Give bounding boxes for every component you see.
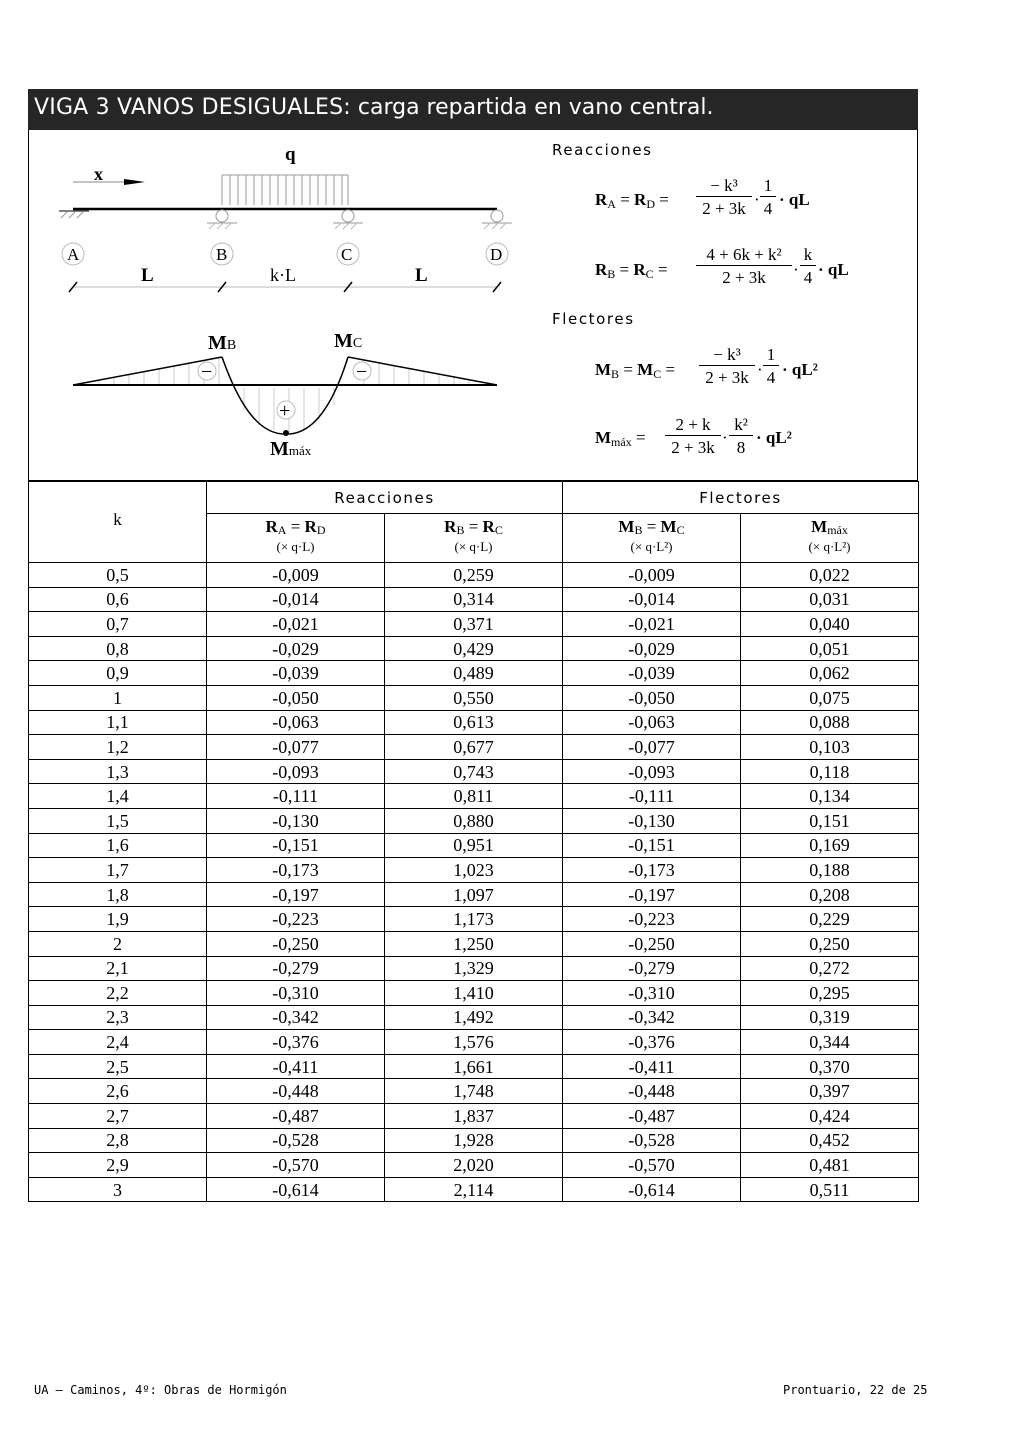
cell-rb: 1,748 xyxy=(385,1079,563,1104)
table-row xyxy=(29,1030,919,1055)
cell-ra: -0,197 xyxy=(207,882,385,907)
cell-k: 1 xyxy=(29,685,207,710)
cell-mmax: 0,344 xyxy=(741,1030,919,1055)
cell-mb: -0,151 xyxy=(563,833,741,858)
table-row xyxy=(29,808,919,833)
cell-k: 2 xyxy=(29,931,207,956)
neg-sign-right: − xyxy=(356,361,368,383)
reactions-group-header: Reacciones xyxy=(207,482,563,514)
table-row xyxy=(29,931,919,956)
cell-ra: -0,487 xyxy=(207,1104,385,1129)
cell-rb: 1,492 xyxy=(385,1005,563,1030)
formula-mb-lhs: $M_B = M_C$ = xyxy=(595,360,676,381)
cell-k: 1,5 xyxy=(29,808,207,833)
cell-mmax: 0,022 xyxy=(741,563,919,588)
support-label-a: A xyxy=(67,245,80,264)
cell-mb: -0,223 xyxy=(563,907,741,932)
footer-right: Prontuario, 22 de 25 xyxy=(783,1383,928,1397)
cell-k: 2,4 xyxy=(29,1030,207,1055)
cell-k: 2,7 xyxy=(29,1104,207,1129)
cell-mmax: 0,295 xyxy=(741,981,919,1006)
formula-mmax-lhs: $M_{máx}$ = xyxy=(595,428,646,449)
formula-rb-frac1: $\frac{\text{4 + 6k + k²}}{2 + 3k}$ xyxy=(696,245,792,288)
cell-k: 2,1 xyxy=(29,956,207,981)
table-row xyxy=(29,1177,919,1202)
cell-rb: 1,173 xyxy=(385,907,563,932)
cell-ra: -0,009 xyxy=(207,563,385,588)
cell-rb: 0,811 xyxy=(385,784,563,809)
formula-mmax-frac2: $\frac{\text{k²}}{8}$ xyxy=(729,415,753,458)
cell-ra: -0,039 xyxy=(207,661,385,686)
cell-k: 1,9 xyxy=(29,907,207,932)
cell-rb: 1,837 xyxy=(385,1104,563,1129)
cell-k: 1,1 xyxy=(29,710,207,735)
pos-sign: + xyxy=(279,400,291,422)
cell-mmax: 0,370 xyxy=(741,1054,919,1079)
table-row xyxy=(29,858,919,883)
cell-mb: -0,063 xyxy=(563,710,741,735)
cell-k: 0,7 xyxy=(29,612,207,637)
cell-mmax: 0,169 xyxy=(741,833,919,858)
table-row xyxy=(29,784,919,809)
cell-ra: -0,411 xyxy=(207,1054,385,1079)
cell-ra: -0,130 xyxy=(207,808,385,833)
cell-rb: 0,550 xyxy=(385,685,563,710)
cell-rb: 2,114 xyxy=(385,1177,563,1202)
mmax-label: Mmáx xyxy=(270,438,312,460)
cell-mb: -0,173 xyxy=(563,858,741,883)
table-row xyxy=(29,1079,919,1104)
support-a xyxy=(59,211,89,218)
mb-label: MB xyxy=(208,332,237,354)
cell-mmax: 0,151 xyxy=(741,808,919,833)
cell-rb: 1,023 xyxy=(385,858,563,883)
cell-mb: -0,050 xyxy=(563,685,741,710)
formula-ra-tail: · qL xyxy=(779,190,810,209)
cell-mmax: 0,229 xyxy=(741,907,919,932)
mc-label: MC xyxy=(334,330,363,352)
cell-ra: -0,376 xyxy=(207,1030,385,1055)
cell-k: 1,4 xyxy=(29,784,207,809)
cell-ra: -0,063 xyxy=(207,710,385,735)
cell-k: 2,2 xyxy=(29,981,207,1006)
cell-mb: -0,411 xyxy=(563,1054,741,1079)
cell-k: 1,3 xyxy=(29,759,207,784)
cell-mmax: 0,481 xyxy=(741,1153,919,1178)
cell-rb: 0,259 xyxy=(385,563,563,588)
cell-mmax: 0,250 xyxy=(741,931,919,956)
cell-ra: -0,614 xyxy=(207,1177,385,1202)
cell-ra: -0,021 xyxy=(207,612,385,637)
cell-mmax: 0,272 xyxy=(741,956,919,981)
formula-mmax-tail: · qL² xyxy=(756,428,792,447)
cell-mb: -0,279 xyxy=(563,956,741,981)
cell-k: 2,9 xyxy=(29,1153,207,1178)
cell-mb: -0,009 xyxy=(563,563,741,588)
table-row xyxy=(29,1128,919,1153)
moment-diagram xyxy=(73,357,497,436)
cell-k: 0,8 xyxy=(29,636,207,661)
cell-rb: 1,928 xyxy=(385,1128,563,1153)
cell-mb: -0,130 xyxy=(563,808,741,833)
formula-rb-lhs: $R_B = R_C$ = xyxy=(595,260,668,281)
cell-mb: -0,021 xyxy=(563,612,741,637)
cell-mmax: 0,031 xyxy=(741,587,919,612)
table-row xyxy=(29,833,919,858)
cell-rb: 1,250 xyxy=(385,931,563,956)
table-row xyxy=(29,1153,919,1178)
formula-ra-lhs: $R_A = R_D$ = xyxy=(595,190,669,211)
cell-rb: 0,314 xyxy=(385,587,563,612)
formula-rb-frac2: $\frac{k}{4}$ xyxy=(800,245,816,288)
formula-ra-dot: · xyxy=(754,190,760,209)
cell-ra: -0,014 xyxy=(207,587,385,612)
cell-rb: 1,329 xyxy=(385,956,563,981)
moments-group-header: Flectores xyxy=(563,482,919,514)
table-row xyxy=(29,956,919,981)
cell-ra: -0,093 xyxy=(207,759,385,784)
support-c xyxy=(333,210,363,229)
cell-mmax: 0,051 xyxy=(741,636,919,661)
support-label-c: C xyxy=(341,245,353,264)
cell-mmax: 0,511 xyxy=(741,1177,919,1202)
cell-mb: -0,376 xyxy=(563,1030,741,1055)
table-row xyxy=(29,735,919,760)
cell-ra: -0,151 xyxy=(207,833,385,858)
table-row xyxy=(29,882,919,907)
distributed-load-arrows xyxy=(222,175,348,205)
support-label-b: B xyxy=(216,245,228,264)
cell-ra: -0,528 xyxy=(207,1128,385,1153)
cell-mmax: 0,075 xyxy=(741,685,919,710)
formula-mb-tail: · qL² xyxy=(782,360,818,379)
cell-rb: 1,576 xyxy=(385,1030,563,1055)
cell-mb: -0,250 xyxy=(563,931,741,956)
cell-rb: 0,880 xyxy=(385,808,563,833)
page-title xyxy=(34,95,714,120)
cell-mb: -0,528 xyxy=(563,1128,741,1153)
cell-mmax: 0,208 xyxy=(741,882,919,907)
cell-mmax: 0,118 xyxy=(741,759,919,784)
table-row xyxy=(29,981,919,1006)
formula-rb-dot: · xyxy=(793,260,799,279)
cell-k: 1,8 xyxy=(29,882,207,907)
cell-mmax: 0,188 xyxy=(741,858,919,883)
cell-rb: 2,020 xyxy=(385,1153,563,1178)
cell-ra: -0,050 xyxy=(207,685,385,710)
cell-rb: 0,743 xyxy=(385,759,563,784)
table-row xyxy=(29,759,919,784)
table-row xyxy=(29,1104,919,1129)
cell-ra: -0,310 xyxy=(207,981,385,1006)
cell-ra: -0,111 xyxy=(207,784,385,809)
formula-mb-frac2: $\frac{1}{4}$ xyxy=(763,345,779,388)
x-label: x xyxy=(94,164,103,184)
cell-rb: 0,951 xyxy=(385,833,563,858)
cell-k: 3 xyxy=(29,1177,207,1202)
cell-k: 0,5 xyxy=(29,563,207,588)
cell-mmax: 0,103 xyxy=(741,735,919,760)
table-row xyxy=(29,907,919,932)
cell-rb: 0,489 xyxy=(385,661,563,686)
col-header-rb: $R_B = R_C$ (× q·L) xyxy=(385,514,563,563)
formula-ra-frac2: $\frac{1}{4}$ xyxy=(760,176,776,219)
cell-mb: -0,077 xyxy=(563,735,741,760)
table-row xyxy=(29,685,919,710)
table-row xyxy=(29,710,919,735)
cell-mmax: 0,397 xyxy=(741,1079,919,1104)
cell-ra: -0,173 xyxy=(207,858,385,883)
moments-heading: Flectores xyxy=(552,310,635,328)
cell-k: 1,7 xyxy=(29,858,207,883)
title-bold: VIGA 3 VANOS DESIGUALES: xyxy=(34,95,351,120)
cell-mb: -0,570 xyxy=(563,1153,741,1178)
cell-k: 2,6 xyxy=(29,1079,207,1104)
cell-k: 0,9 xyxy=(29,661,207,686)
cell-mb: -0,093 xyxy=(563,759,741,784)
cell-mb: -0,039 xyxy=(563,661,741,686)
cell-mmax: 0,134 xyxy=(741,784,919,809)
cell-ra: -0,448 xyxy=(207,1079,385,1104)
table-row xyxy=(29,587,919,612)
support-d xyxy=(482,210,512,229)
formula-mb-frac1: $\frac{\text{− k³}}{2 + 3k}$ xyxy=(699,345,755,388)
formula-ra-frac1: $\frac{\text{− k³}}{2 + 3k}$ xyxy=(696,176,752,219)
support-label-d: D xyxy=(490,245,503,264)
footer-left: UA – Caminos, 4º: Obras de Hormigón xyxy=(34,1383,287,1397)
cell-rb: 1,097 xyxy=(385,882,563,907)
page-header-bar xyxy=(28,89,918,130)
neg-sign-left: − xyxy=(201,361,213,383)
span-label-2: k·L xyxy=(270,265,296,285)
cell-ra: -0,342 xyxy=(207,1005,385,1030)
cell-k: 1,6 xyxy=(29,833,207,858)
cell-rb: 1,410 xyxy=(385,981,563,1006)
cell-mb: -0,014 xyxy=(563,587,741,612)
support-b xyxy=(207,210,237,229)
cell-k: 2,5 xyxy=(29,1054,207,1079)
cell-rb: 1,661 xyxy=(385,1054,563,1079)
table-body xyxy=(29,563,919,1202)
cell-mb: -0,310 xyxy=(563,981,741,1006)
support-labels xyxy=(62,243,508,265)
cell-mb: -0,614 xyxy=(563,1177,741,1202)
col-header-mmax: $M_{máx}$ (× q·L²) xyxy=(741,514,919,563)
table-row xyxy=(29,661,919,686)
cell-ra: -0,029 xyxy=(207,636,385,661)
table-row xyxy=(29,1005,919,1030)
table-row xyxy=(29,563,919,588)
load-label: q xyxy=(285,144,296,165)
cell-mmax: 0,040 xyxy=(741,612,919,637)
cell-ra: -0,250 xyxy=(207,931,385,956)
cell-mmax: 0,424 xyxy=(741,1104,919,1129)
cell-ra: -0,570 xyxy=(207,1153,385,1178)
table-row xyxy=(29,1054,919,1079)
formula-mmax-dot: · xyxy=(722,428,728,447)
cell-mb: -0,111 xyxy=(563,784,741,809)
cell-rb: 0,429 xyxy=(385,636,563,661)
table-row xyxy=(29,636,919,661)
formula-mb-dot: · xyxy=(757,360,763,379)
span-label-3: L xyxy=(415,265,428,286)
col-header-mb: $M_B = M_C$ (× q·L²) xyxy=(563,514,741,563)
formula-rb-tail: · qL xyxy=(818,260,849,279)
span-label-1: L xyxy=(141,265,154,286)
figure-box xyxy=(28,130,918,481)
cell-rb: 0,677 xyxy=(385,735,563,760)
cell-k: 1,2 xyxy=(29,735,207,760)
cell-mb: -0,197 xyxy=(563,882,741,907)
cell-rb: 0,371 xyxy=(385,612,563,637)
x-arrow-icon xyxy=(124,179,145,185)
cell-k: 2,8 xyxy=(29,1128,207,1153)
title-rest: carga repartida en vano central. xyxy=(350,95,714,120)
cell-mb: -0,029 xyxy=(563,636,741,661)
cell-mmax: 0,088 xyxy=(741,710,919,735)
k-header: k xyxy=(29,482,207,563)
cell-ra: -0,279 xyxy=(207,956,385,981)
cell-k: 0,6 xyxy=(29,587,207,612)
cell-ra: -0,077 xyxy=(207,735,385,760)
reactions-heading: Reacciones xyxy=(552,141,653,159)
cell-k: 2,3 xyxy=(29,1005,207,1030)
cell-mb: -0,487 xyxy=(563,1104,741,1129)
cell-mmax: 0,319 xyxy=(741,1005,919,1030)
col-header-ra: $R_A = R_D$ (× q·L) xyxy=(207,514,385,563)
cell-rb: 0,613 xyxy=(385,710,563,735)
cell-mb: -0,448 xyxy=(563,1079,741,1104)
cell-mmax: 0,452 xyxy=(741,1128,919,1153)
table-row xyxy=(29,612,919,637)
results-table xyxy=(28,481,919,1202)
formula-mmax-frac1: $\frac{2 + k}{2 + 3k}$ xyxy=(665,415,721,458)
cell-ra: -0,223 xyxy=(207,907,385,932)
cell-mb: -0,342 xyxy=(563,1005,741,1030)
cell-mmax: 0,062 xyxy=(741,661,919,686)
